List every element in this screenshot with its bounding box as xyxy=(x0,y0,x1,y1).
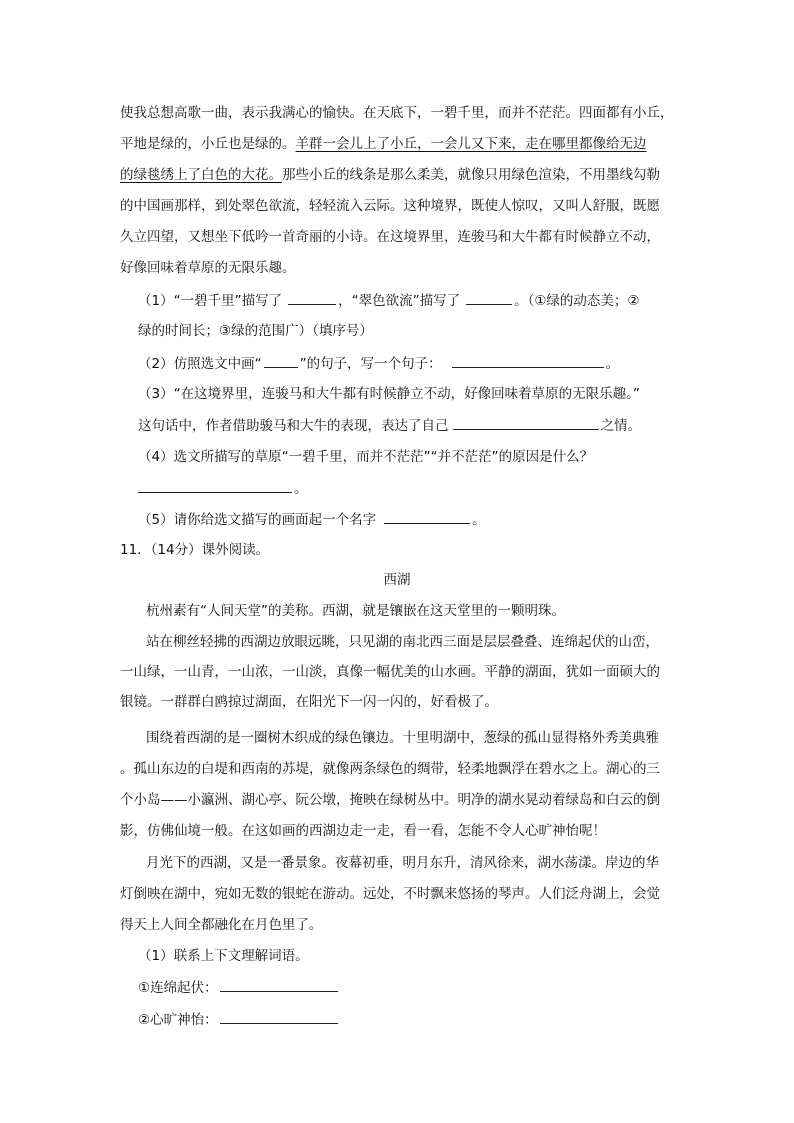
question-3-cont: 这句话中，作者借助骏马和大牛的表现，表达了自己 之情。 xyxy=(138,415,641,436)
answer-blank[interactable] xyxy=(264,353,298,368)
answer-blank[interactable] xyxy=(138,478,292,493)
answer-blank[interactable] xyxy=(220,977,338,992)
section-heading: 11．（14分）课外阅读。 xyxy=(120,542,270,558)
passage-line: 好像回味着草原的无限乐趣。 xyxy=(120,260,296,276)
question-1-options: 绿的时间长；③绿的范围广）（填序号） xyxy=(138,323,373,339)
answer-blank[interactable] xyxy=(453,415,599,430)
article-line: 一山绿，一山青，一山浓，一山淡，真像一幅优美的山水画。平静的湖面，犹如一面硕大的 xyxy=(120,664,660,680)
answer-blank[interactable] xyxy=(220,1009,338,1024)
article-line: 围绕着西湖的是一圈树木织成的绿色镶边。十里明湖中，葱绿的孤山显得格外秀美典雅 xyxy=(146,730,659,746)
question-2: （2）仿照选文中画“ ”的句子，写一个句子： 。 xyxy=(138,353,619,374)
article-line: 灯倒映在湖中，宛如无数的银蛇在游动。远处，不时飘来悠扬的琴声。人们泛舟湖上，会觉 xyxy=(120,886,660,902)
article-line: 得天上人间全都融化在月色里了。 xyxy=(120,917,323,933)
question-11-1: （1）联系上下文理解词语。 xyxy=(138,948,309,964)
passage-line: 久立四望，又想坐下低吟一首奇丽的小诗。在这境界里，连骏马和大牛都有时候静立不动， xyxy=(120,229,660,245)
article-title: 西湖 xyxy=(383,572,411,588)
vocab-item: ②心旷神怡： xyxy=(138,1009,340,1030)
question-5: （5）请你给选文描写的画面起一个名字 。 xyxy=(138,509,486,530)
answer-blank[interactable] xyxy=(384,509,470,524)
passage-line: 使我总想高歌一曲，表示我满心的愉快。在天底下，一碧千里，而并不茫茫。四面都有小丘， xyxy=(120,105,674,121)
article-paragraph: 杭州素有“人间天堂”的美称。西湖，就是镶嵌在这天堂里的一颗明珠。 xyxy=(146,603,565,619)
answer-blank[interactable] xyxy=(466,290,512,305)
underlined-sentence: 的绿毯绣上了白色的大花。 xyxy=(120,167,282,183)
answer-blank[interactable] xyxy=(452,353,604,368)
article-line: 影，仿佛仙境一般。在这如画的西湖边走一走，看一看，怎能不令人心旷神怡呢！ xyxy=(120,823,606,839)
question-4: （4）选文所描写的草原“一碧千里，而并不茫茫”“并不茫茫”的原因是什么？ xyxy=(138,449,594,465)
question-4-answer: 。 xyxy=(138,478,308,499)
vocab-item: ①连绵起伏： xyxy=(138,977,340,998)
passage-line: 的绿毯绣上了白色的大花。那些小丘的线条是那么柔美，就像只用绿色渲染，不用墨线勾勒 xyxy=(120,167,660,183)
article-line: 银镜。一群群白鸥掠过湖面，在阳光下一闪一闪的，好看极了。 xyxy=(120,694,498,710)
article-line: 月光下的西湖，又是一番景象。夜幕初垂，明月东升，清风徐来，湖水荡漾。岸边的华 xyxy=(146,855,659,871)
article-line: 站在柳丝轻拂的西湖边放眼远眺，只见湖的南北西三面是层层叠叠、连绵起伏的山峦， xyxy=(146,634,659,650)
underlined-sentence: 羊群一会儿上了小丘，一会儿又下来，走在哪里都像给无边 xyxy=(295,136,647,152)
question-1: （1）“一碧千里”描写了 ，“翠色欲流”描写了 。（①绿的动态美；② xyxy=(138,290,640,311)
passage-line: 平地是绿的，小丘也是绿的。羊群一会儿上了小丘，一会儿又下来，走在哪里都像给无边 xyxy=(120,136,647,152)
question-3: （3）“在这境界里，连骏马和大牛都有时候静立不动，好像回味着草原的无限乐趣。” xyxy=(138,386,640,402)
article-line: 。孤山东边的白堤和西南的苏堤，就像两条绿色的绸带，轻柔地飘浮在碧水之上。湖心的三 xyxy=(120,761,660,777)
article-line: 个小岛——小瀛洲、湖心亭、阮公墩，掩映在绿树丛中。明净的湖水晃动着绿岛和白云的倒 xyxy=(120,792,660,808)
passage-line: 的中国画那样，到处翠色欲流，轻轻流入云际。这种境界，既使人惊叹，又叫人舒服，既愿 xyxy=(120,198,660,214)
answer-blank[interactable] xyxy=(288,290,336,305)
